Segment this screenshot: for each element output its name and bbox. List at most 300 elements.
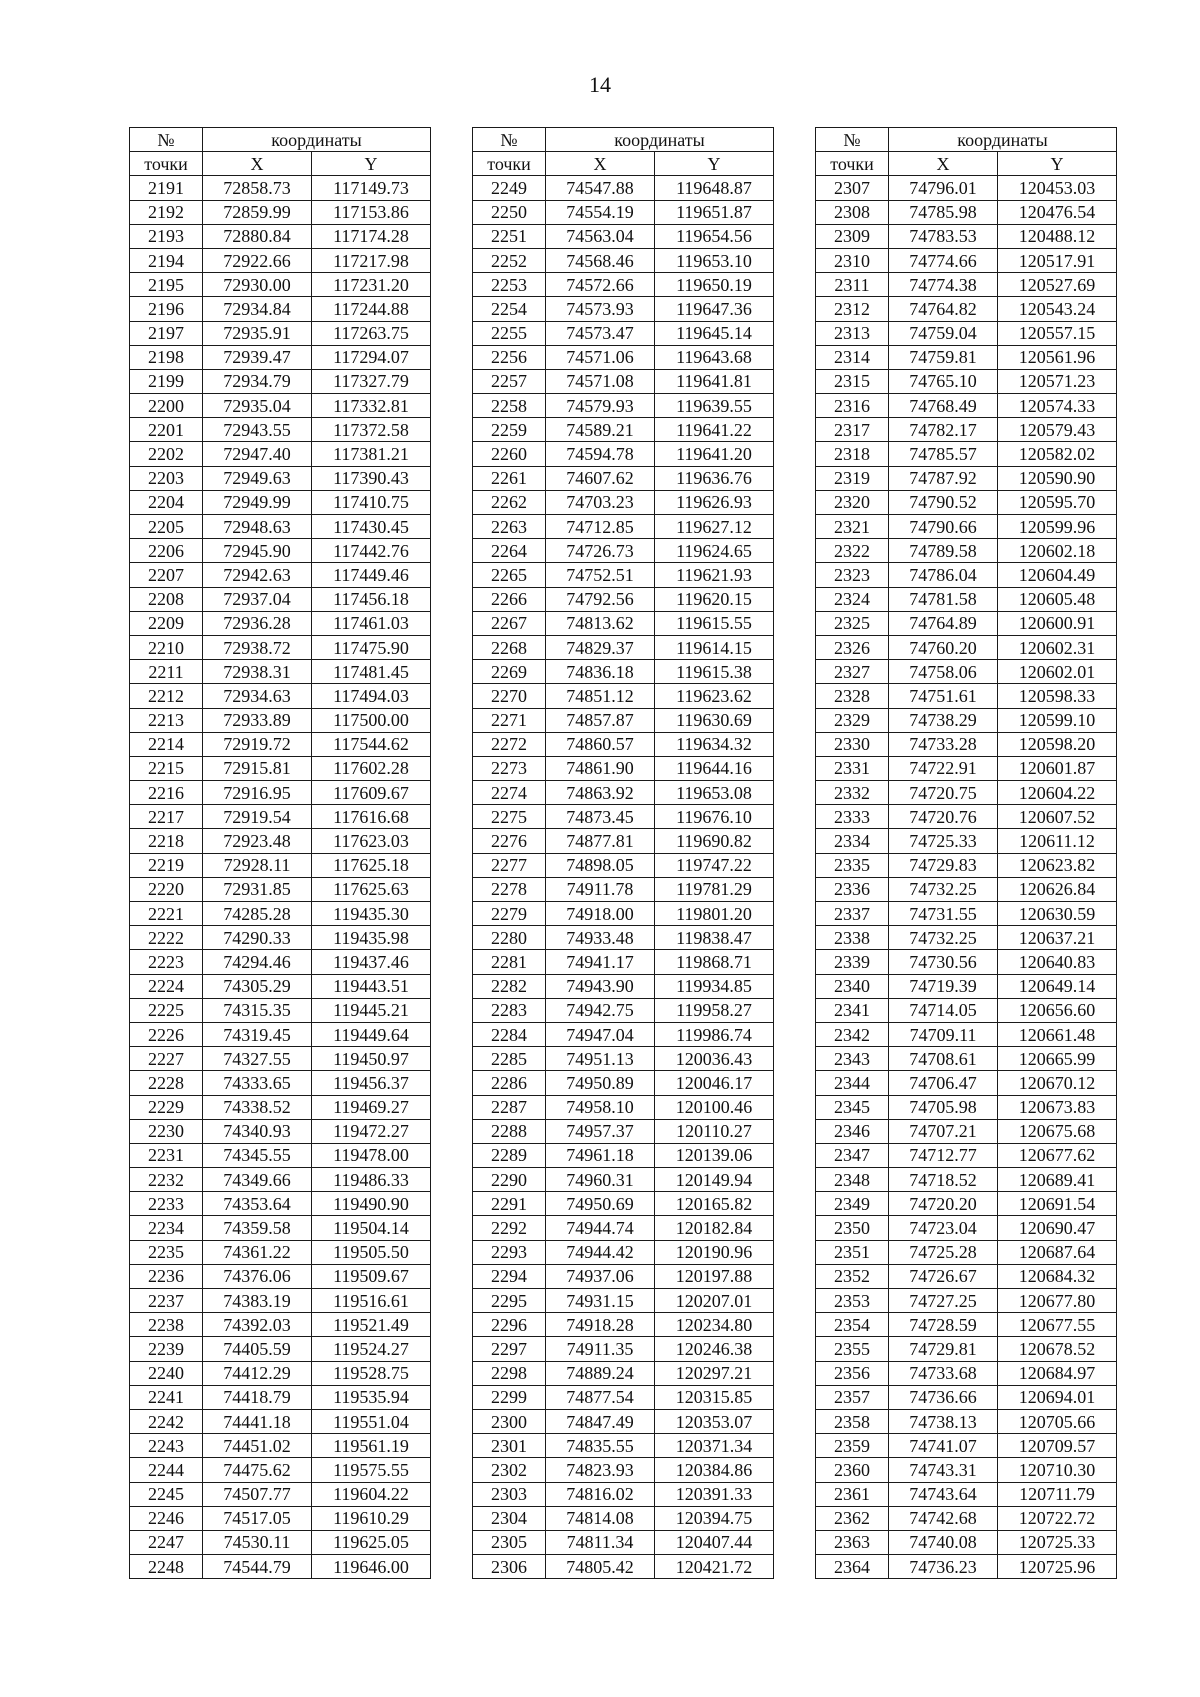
y-coordinate-cell: 119624.65 xyxy=(655,539,774,563)
coordinates-header: координаты xyxy=(889,128,1117,152)
point-number-cell: 2292 xyxy=(473,1216,546,1240)
table-row xyxy=(816,853,1117,877)
point-number-cell: 2315 xyxy=(816,369,889,393)
table-row xyxy=(130,587,431,611)
table-row xyxy=(473,805,774,829)
x-coordinate-cell: 72935.91 xyxy=(203,321,312,345)
y-coordinate-cell: 117327.79 xyxy=(312,369,431,393)
point-number-cell: 2276 xyxy=(473,829,546,853)
y-coordinate-cell: 120590.90 xyxy=(998,466,1117,490)
y-coordinate-cell: 119641.81 xyxy=(655,369,774,393)
point-number-cell: 2215 xyxy=(130,756,203,780)
x-coordinate-cell: 74589.21 xyxy=(546,418,655,442)
x-coordinate-cell: 72919.54 xyxy=(203,805,312,829)
point-number-cell: 2229 xyxy=(130,1095,203,1119)
x-coordinate-cell: 74759.81 xyxy=(889,345,998,369)
y-coordinate-cell: 119801.20 xyxy=(655,902,774,926)
table-row xyxy=(816,442,1117,466)
table-row xyxy=(130,853,431,877)
point-number-cell: 2244 xyxy=(130,1458,203,1482)
y-coordinate-cell: 117625.18 xyxy=(312,853,431,877)
table-row xyxy=(816,490,1117,514)
table-row xyxy=(816,950,1117,974)
y-coordinate-cell: 119472.27 xyxy=(312,1119,431,1143)
x-coordinate-cell: 74573.47 xyxy=(546,321,655,345)
table-row xyxy=(130,1409,431,1433)
y-coordinate-cell: 120561.96 xyxy=(998,345,1117,369)
point-number-cell: 2352 xyxy=(816,1264,889,1288)
point-number-cell: 2328 xyxy=(816,684,889,708)
point-number-cell: 2341 xyxy=(816,998,889,1022)
table-row xyxy=(816,369,1117,393)
page-number: 14 xyxy=(589,72,611,97)
y-coordinate-cell: 119868.71 xyxy=(655,950,774,974)
table-row xyxy=(130,515,431,539)
table-row xyxy=(473,781,774,805)
x-coordinate-cell: 74958.10 xyxy=(546,1095,655,1119)
point-number-cell: 2242 xyxy=(130,1409,203,1433)
x-coordinate-cell: 74765.10 xyxy=(889,369,998,393)
point-number-cell: 2238 xyxy=(130,1313,203,1337)
table-row xyxy=(130,490,431,514)
x-coordinate-cell: 74961.18 xyxy=(546,1143,655,1167)
point-number-cell: 2364 xyxy=(816,1555,889,1579)
point-number-cell: 2336 xyxy=(816,877,889,901)
x-coordinate-cell: 74918.28 xyxy=(546,1313,655,1337)
y-coordinate-cell: 120574.33 xyxy=(998,394,1117,418)
table-row xyxy=(816,635,1117,659)
point-number-cell: 2250 xyxy=(473,200,546,224)
x-coordinate-cell: 74719.39 xyxy=(889,974,998,998)
y-coordinate-cell: 120197.88 xyxy=(655,1264,774,1288)
point-number-cell: 2239 xyxy=(130,1337,203,1361)
point-number-cell: 2228 xyxy=(130,1071,203,1095)
point-number-cell: 2216 xyxy=(130,781,203,805)
y-coordinate-cell: 119509.67 xyxy=(312,1264,431,1288)
table-row xyxy=(130,297,431,321)
x-coordinate-cell: 74792.56 xyxy=(546,587,655,611)
y-coordinate-cell: 120670.12 xyxy=(998,1071,1117,1095)
y-coordinate-cell: 117461.03 xyxy=(312,611,431,635)
x-coordinate-cell: 74740.08 xyxy=(889,1530,998,1554)
y-coordinate-cell: 120527.69 xyxy=(998,273,1117,297)
x-coordinate-cell: 74571.06 xyxy=(546,345,655,369)
table-row xyxy=(130,781,431,805)
point-number-cell: 2249 xyxy=(473,176,546,200)
y-coordinate-cell: 119435.98 xyxy=(312,926,431,950)
x-coordinate-cell: 74319.45 xyxy=(203,1022,312,1046)
point-number-cell: 2318 xyxy=(816,442,889,466)
x-coordinate-cell: 74376.06 xyxy=(203,1264,312,1288)
table-row xyxy=(816,321,1117,345)
point-number-cell: 2221 xyxy=(130,902,203,926)
x-coordinate-cell: 72947.40 xyxy=(203,442,312,466)
point-number-cell: 2283 xyxy=(473,998,546,1022)
y-coordinate-cell: 119456.37 xyxy=(312,1071,431,1095)
y-coordinate-cell: 119838.47 xyxy=(655,926,774,950)
y-coordinate-cell: 120690.47 xyxy=(998,1216,1117,1240)
table-row xyxy=(130,418,431,442)
point-number-cell: 2350 xyxy=(816,1216,889,1240)
point-number-cell: 2322 xyxy=(816,539,889,563)
x-coordinate-cell: 74941.17 xyxy=(546,950,655,974)
point-number-cell: 2274 xyxy=(473,781,546,805)
x-coordinate-cell: 72930.00 xyxy=(203,273,312,297)
y-coordinate-cell: 120476.54 xyxy=(998,200,1117,224)
y-coordinate-cell: 120626.84 xyxy=(998,877,1117,901)
table-row xyxy=(473,176,774,200)
point-number-cell: 2227 xyxy=(130,1047,203,1071)
x-coordinate-cell: 74361.22 xyxy=(203,1240,312,1264)
point-number-cell: 2310 xyxy=(816,248,889,272)
y-coordinate-cell: 120711.79 xyxy=(998,1482,1117,1506)
table-row xyxy=(473,1071,774,1095)
point-number-cell: 2321 xyxy=(816,515,889,539)
point-number-cell: 2346 xyxy=(816,1119,889,1143)
x-coordinate-cell: 74758.06 xyxy=(889,660,998,684)
table-row xyxy=(816,684,1117,708)
table-row xyxy=(130,1143,431,1167)
table-row xyxy=(816,1071,1117,1095)
x-coordinate-cell: 74943.90 xyxy=(546,974,655,998)
table-row xyxy=(473,563,774,587)
table-row xyxy=(473,1530,774,1554)
point-number-cell: 2332 xyxy=(816,781,889,805)
y-coordinate-cell: 120600.91 xyxy=(998,611,1117,635)
x-coordinate-cell: 74790.52 xyxy=(889,490,998,514)
table-row xyxy=(130,345,431,369)
x-coordinate-cell: 74861.90 xyxy=(546,756,655,780)
x-coordinate-cell: 74718.52 xyxy=(889,1168,998,1192)
x-coordinate-cell: 74774.38 xyxy=(889,273,998,297)
point-number-cell: 2246 xyxy=(130,1506,203,1530)
y-coordinate-cell: 119654.56 xyxy=(655,224,774,248)
x-coordinate-cell: 74950.89 xyxy=(546,1071,655,1095)
y-coordinate-cell: 120705.66 xyxy=(998,1409,1117,1433)
x-coordinate-cell: 74937.06 xyxy=(546,1264,655,1288)
y-coordinate-cell: 120599.96 xyxy=(998,515,1117,539)
table-row xyxy=(816,515,1117,539)
y-coordinate-cell: 120684.97 xyxy=(998,1361,1117,1385)
x-coordinate-cell: 74787.92 xyxy=(889,466,998,490)
y-coordinate-cell: 120689.41 xyxy=(998,1168,1117,1192)
point-number-cell: 2305 xyxy=(473,1530,546,1554)
y-coordinate-cell: 120046.17 xyxy=(655,1071,774,1095)
point-number-cell: 2243 xyxy=(130,1434,203,1458)
y-coordinate-cell: 119521.49 xyxy=(312,1313,431,1337)
point-number-cell: 2297 xyxy=(473,1337,546,1361)
table-row xyxy=(816,1361,1117,1385)
x-coordinate-cell: 74857.87 xyxy=(546,708,655,732)
point-number-cell: 2277 xyxy=(473,853,546,877)
table-row xyxy=(130,708,431,732)
y-coordinate-cell: 117174.28 xyxy=(312,224,431,248)
table-row xyxy=(816,660,1117,684)
y-coordinate-cell: 119575.55 xyxy=(312,1458,431,1482)
x-coordinate-cell: 74383.19 xyxy=(203,1289,312,1313)
point-number-cell: 2285 xyxy=(473,1047,546,1071)
table-row xyxy=(816,297,1117,321)
x-coordinate-cell: 74728.59 xyxy=(889,1313,998,1337)
y-coordinate-cell: 120579.43 xyxy=(998,418,1117,442)
table-row xyxy=(130,829,431,853)
y-coordinate-cell: 117623.03 xyxy=(312,829,431,853)
y-coordinate-cell: 119646.00 xyxy=(312,1555,431,1579)
x-coordinate-cell: 74705.98 xyxy=(889,1095,998,1119)
x-coordinate-cell: 74785.98 xyxy=(889,200,998,224)
point-number-cell: 2324 xyxy=(816,587,889,611)
y-coordinate-cell: 119630.69 xyxy=(655,708,774,732)
table-row xyxy=(816,1482,1117,1506)
point-number-cell: 2269 xyxy=(473,660,546,684)
x-coordinate-cell: 74816.02 xyxy=(546,1482,655,1506)
point-number-cell: 2203 xyxy=(130,466,203,490)
y-coordinate-cell: 120684.32 xyxy=(998,1264,1117,1288)
table-row xyxy=(130,902,431,926)
y-coordinate-cell: 119620.15 xyxy=(655,587,774,611)
y-coordinate-cell: 120371.34 xyxy=(655,1434,774,1458)
point-number-cell: 2266 xyxy=(473,587,546,611)
y-coordinate-cell: 117602.28 xyxy=(312,756,431,780)
table-row xyxy=(130,200,431,224)
y-coordinate-cell: 119469.27 xyxy=(312,1095,431,1119)
x-coordinate-cell: 74720.75 xyxy=(889,781,998,805)
point-number-cell: 2313 xyxy=(816,321,889,345)
point-number-cell: 2259 xyxy=(473,418,546,442)
point-number-cell: 2362 xyxy=(816,1506,889,1530)
point-number-cell: 2361 xyxy=(816,1482,889,1506)
table-row xyxy=(130,1482,431,1506)
x-coordinate-cell: 74731.55 xyxy=(889,902,998,926)
point-number-cell: 2264 xyxy=(473,539,546,563)
x-coordinate-cell: 74877.54 xyxy=(546,1385,655,1409)
x-coordinate-cell: 74742.68 xyxy=(889,1506,998,1530)
table-row xyxy=(130,974,431,998)
table-row xyxy=(473,950,774,974)
table-row xyxy=(816,781,1117,805)
table-row xyxy=(473,611,774,635)
point-number-cell: 2281 xyxy=(473,950,546,974)
y-coordinate-cell: 120571.23 xyxy=(998,369,1117,393)
x-coordinate-cell: 74530.11 xyxy=(203,1530,312,1554)
point-number-cell: 2349 xyxy=(816,1192,889,1216)
x-header: X xyxy=(546,152,655,176)
x-coordinate-cell: 72943.55 xyxy=(203,418,312,442)
y-coordinate-cell: 120234.80 xyxy=(655,1313,774,1337)
point-number-cell: 2344 xyxy=(816,1071,889,1095)
table-row xyxy=(473,1289,774,1313)
x-coordinate-cell: 74709.11 xyxy=(889,1022,998,1046)
x-coordinate-cell: 74764.82 xyxy=(889,297,998,321)
x-coordinate-cell: 74738.13 xyxy=(889,1409,998,1433)
point-number-cell: 2202 xyxy=(130,442,203,466)
point-number-cell: 2353 xyxy=(816,1289,889,1313)
y-coordinate-cell: 120139.06 xyxy=(655,1143,774,1167)
point-number-cell: 2204 xyxy=(130,490,203,514)
point-number-header: № xyxy=(130,128,203,152)
table-row xyxy=(130,466,431,490)
point-number-cell: 2230 xyxy=(130,1119,203,1143)
y-coordinate-cell: 119443.51 xyxy=(312,974,431,998)
y-coordinate-cell: 119478.00 xyxy=(312,1143,431,1167)
x-coordinate-cell: 72859.99 xyxy=(203,200,312,224)
y-coordinate-cell: 119644.16 xyxy=(655,756,774,780)
point-number-cell: 2231 xyxy=(130,1143,203,1167)
table-row xyxy=(473,1385,774,1409)
point-number-cell: 2317 xyxy=(816,418,889,442)
x-coordinate-cell: 74475.62 xyxy=(203,1458,312,1482)
point-number-cell: 2337 xyxy=(816,902,889,926)
y-coordinate-cell: 120391.33 xyxy=(655,1482,774,1506)
table-row xyxy=(473,515,774,539)
coordinates-table xyxy=(815,127,1117,1579)
y-coordinate-cell: 119676.10 xyxy=(655,805,774,829)
point-number-cell: 2357 xyxy=(816,1385,889,1409)
y-coordinate-cell: 119627.12 xyxy=(655,515,774,539)
table-row xyxy=(473,1264,774,1288)
point-number-cell: 2225 xyxy=(130,998,203,1022)
table-row xyxy=(130,442,431,466)
point-number-cell: 2360 xyxy=(816,1458,889,1482)
point-number-cell: 2270 xyxy=(473,684,546,708)
y-coordinate-cell: 120640.83 xyxy=(998,950,1117,974)
table-row xyxy=(473,1337,774,1361)
x-coordinate-cell: 74877.81 xyxy=(546,829,655,853)
y-coordinate-cell: 119645.14 xyxy=(655,321,774,345)
y-coordinate-cell: 120725.96 xyxy=(998,1555,1117,1579)
y-coordinate-cell: 119636.76 xyxy=(655,466,774,490)
table-row xyxy=(473,974,774,998)
table-row xyxy=(130,273,431,297)
point-number-cell: 2260 xyxy=(473,442,546,466)
x-coordinate-cell: 74736.66 xyxy=(889,1385,998,1409)
point-number-cell: 2254 xyxy=(473,297,546,321)
x-coordinate-cell: 74889.24 xyxy=(546,1361,655,1385)
table-row xyxy=(816,1095,1117,1119)
table-row xyxy=(816,877,1117,901)
x-coordinate-cell: 74814.08 xyxy=(546,1506,655,1530)
table-row xyxy=(816,273,1117,297)
y-coordinate-cell: 117244.88 xyxy=(312,297,431,321)
y-coordinate-cell: 120602.18 xyxy=(998,539,1117,563)
y-coordinate-cell: 120315.85 xyxy=(655,1385,774,1409)
y-coordinate-cell: 117481.45 xyxy=(312,660,431,684)
table-row xyxy=(130,1047,431,1071)
point-number-cell: 2193 xyxy=(130,224,203,248)
table-row xyxy=(473,297,774,321)
table-row xyxy=(816,587,1117,611)
y-coordinate-cell: 119621.93 xyxy=(655,563,774,587)
y-coordinate-cell: 119604.22 xyxy=(312,1482,431,1506)
point-number-cell: 2197 xyxy=(130,321,203,345)
point-number-cell: 2339 xyxy=(816,950,889,974)
table-row xyxy=(816,998,1117,1022)
y-coordinate-cell: 120710.30 xyxy=(998,1458,1117,1482)
y-coordinate-cell: 120517.91 xyxy=(998,248,1117,272)
x-coordinate-cell: 74412.29 xyxy=(203,1361,312,1385)
table-row xyxy=(816,1216,1117,1240)
x-coordinate-cell: 74785.57 xyxy=(889,442,998,466)
y-coordinate-cell: 117500.00 xyxy=(312,708,431,732)
x-coordinate-cell: 74720.20 xyxy=(889,1192,998,1216)
point-number-cell: 2320 xyxy=(816,490,889,514)
table-row xyxy=(130,684,431,708)
point-number-cell: 2306 xyxy=(473,1555,546,1579)
y-coordinate-cell: 120384.86 xyxy=(655,1458,774,1482)
table-row xyxy=(473,853,774,877)
point-number-cell: 2303 xyxy=(473,1482,546,1506)
y-coordinate-cell: 120598.20 xyxy=(998,732,1117,756)
point-number-cell: 2261 xyxy=(473,466,546,490)
y-coordinate-cell: 117231.20 xyxy=(312,273,431,297)
y-coordinate-cell: 120675.68 xyxy=(998,1119,1117,1143)
point-number-cell: 2201 xyxy=(130,418,203,442)
coordinates-header: координаты xyxy=(203,128,431,152)
table-row xyxy=(473,394,774,418)
subheader-row xyxy=(816,152,1117,176)
table-row xyxy=(473,1506,774,1530)
point-number-cell: 2334 xyxy=(816,829,889,853)
table-row xyxy=(473,1119,774,1143)
y-coordinate-cell: 120605.48 xyxy=(998,587,1117,611)
y-coordinate-cell: 120677.55 xyxy=(998,1313,1117,1337)
point-number-cell: 2235 xyxy=(130,1240,203,1264)
y-coordinate-cell: 119528.75 xyxy=(312,1361,431,1385)
table-row xyxy=(816,756,1117,780)
table-row xyxy=(130,1264,431,1288)
x-coordinate-cell: 74353.64 xyxy=(203,1192,312,1216)
y-coordinate-cell: 120722.72 xyxy=(998,1506,1117,1530)
y-coordinate-cell: 117263.75 xyxy=(312,321,431,345)
x-coordinate-cell: 74823.93 xyxy=(546,1458,655,1482)
point-number-cell: 2298 xyxy=(473,1361,546,1385)
x-coordinate-cell: 74568.46 xyxy=(546,248,655,272)
point-number-cell: 2258 xyxy=(473,394,546,418)
point-number-cell: 2256 xyxy=(473,345,546,369)
point-number-cell: 2333 xyxy=(816,805,889,829)
x-coordinate-cell: 74918.00 xyxy=(546,902,655,926)
point-number-cell: 2271 xyxy=(473,708,546,732)
point-number-cell: 2234 xyxy=(130,1216,203,1240)
point-number-cell: 2211 xyxy=(130,660,203,684)
x-coordinate-cell: 74950.69 xyxy=(546,1192,655,1216)
x-coordinate-cell: 74723.04 xyxy=(889,1216,998,1240)
table-row xyxy=(473,1458,774,1482)
table-row xyxy=(473,1022,774,1046)
table-row xyxy=(473,1192,774,1216)
x-coordinate-cell: 74594.78 xyxy=(546,442,655,466)
y-coordinate-cell: 117390.43 xyxy=(312,466,431,490)
point-number-cell: 2311 xyxy=(816,273,889,297)
table-row xyxy=(130,1071,431,1095)
table-row xyxy=(130,1337,431,1361)
y-coordinate-cell: 119747.22 xyxy=(655,853,774,877)
x-coordinate-cell: 72880.84 xyxy=(203,224,312,248)
table-row xyxy=(816,829,1117,853)
x-coordinate-cell: 74960.31 xyxy=(546,1168,655,1192)
table-row xyxy=(816,1409,1117,1433)
x-coordinate-cell: 74951.13 xyxy=(546,1047,655,1071)
point-number-cell: 2308 xyxy=(816,200,889,224)
x-coordinate-cell: 74451.02 xyxy=(203,1434,312,1458)
coordinates-header: координаты xyxy=(546,128,774,152)
table-row xyxy=(816,1289,1117,1313)
table-row xyxy=(130,1289,431,1313)
x-coordinate-cell: 74782.17 xyxy=(889,418,998,442)
x-coordinate-cell: 74768.49 xyxy=(889,394,998,418)
point-number-cell: 2359 xyxy=(816,1434,889,1458)
x-coordinate-cell: 74774.66 xyxy=(889,248,998,272)
